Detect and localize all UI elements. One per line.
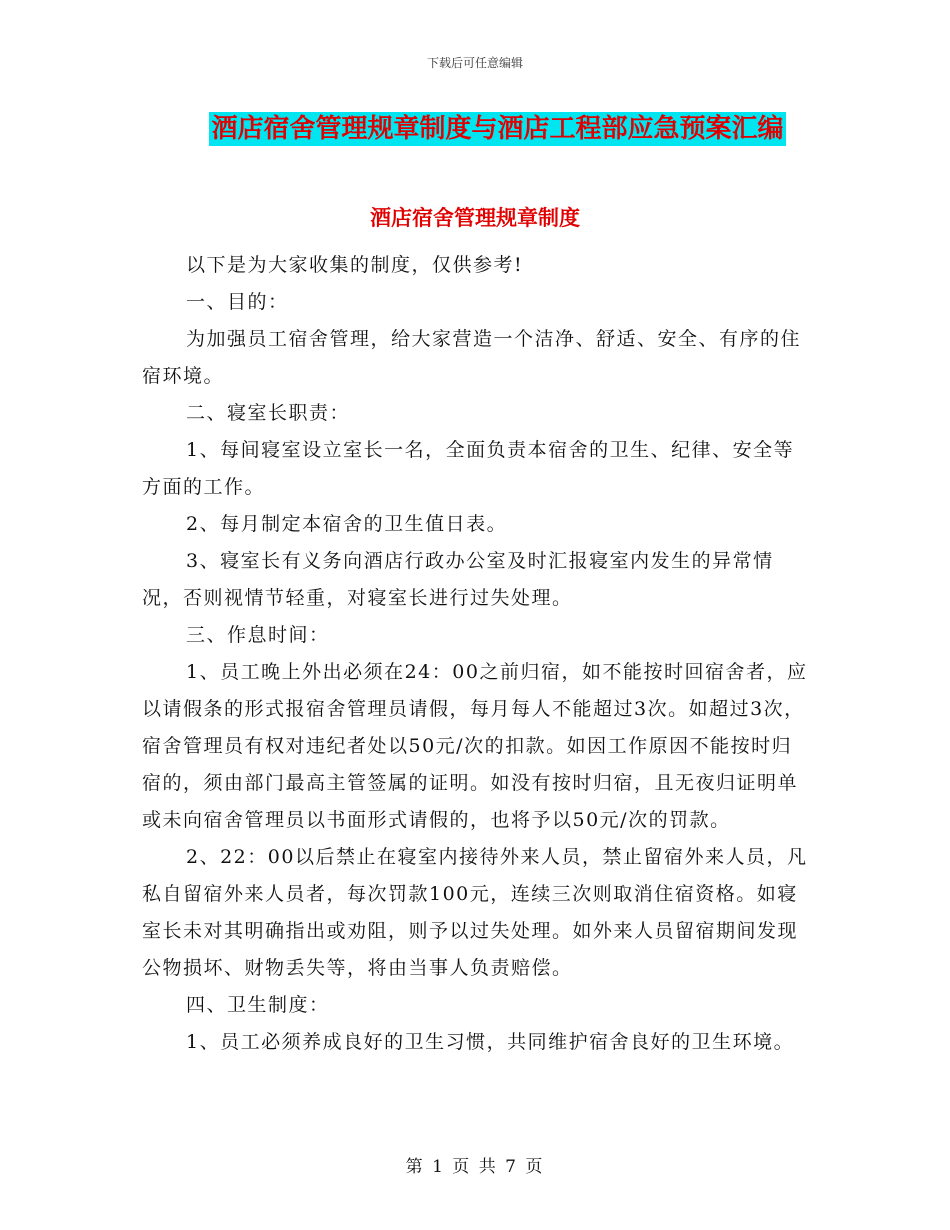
main-title: 酒店宿舍管理规章制度与酒店工程部应急预案汇编 xyxy=(211,114,784,144)
heading-purpose: 一、目的： xyxy=(186,291,289,313)
document-body xyxy=(142,247,812,1061)
paragraph-schedule-1: 1、员工晚上外出必须在24：00之前归宿，如不能按时回宿舍者，应以请假条的形式报宿舍管理员请假，每月每人不能超过3次。如超过3次，宿舍管理员有权对违纪者处以50元/次的扣款。如因工作原因不能按时归宿的，须由部门最高主管签属的证明。如没有按时归宿，且无夜归证明单或未向宿舍管理员以书面形式请假的，也将予以50元/次的罚款。 xyxy=(142,661,808,831)
section-title: 酒店宿舍管理规章制度 xyxy=(370,205,580,230)
paragraph-hygiene-1: 1、员工必须养成良好的卫生习惯，共同维护宿舍良好的卫生环境。 xyxy=(186,1031,795,1053)
paragraph-schedule-2: 2、22：00以后禁止在寝室内接待外来人员，禁止留宿外来人员，凡私自留宿外来人员者，每次罚款100元，连续三次则取消住宿资格。如寝室长未对其明确指出或劝阻，则予以过失处理。如外来人员留宿期间发现公物损坏、财物丢失等，将由当事人负责赔偿。 xyxy=(142,846,808,979)
heading-schedule: 三、作息时间： xyxy=(186,624,330,646)
paragraph-intro: 以下是为大家收集的制度，仅供参考! xyxy=(186,254,524,276)
paragraph-duty-1: 1、每间寝室设立室长一名，全面负责本宿舍的卫生、纪律、安全等方面的工作。 xyxy=(142,439,795,498)
heading-dorm-leader-duties: 二、寝室长职责： xyxy=(186,402,351,424)
paragraph-duty-2: 2、每月制定本宿舍的卫生值日表。 xyxy=(186,513,508,535)
paragraph-duty-3: 3、寝室长有义务向酒店行政办公室及时汇报寝室内发生的异常情况，否则视情节轻重，对寝室长进行过失处理。 xyxy=(142,550,774,609)
paragraph-purpose: 为加强员工宿舍管理，给大家营造一个洁净、舒适、安全、有序的住宿环境。 xyxy=(142,328,802,387)
main-title-container xyxy=(0,112,950,146)
page-number-footer: 第 1 页 共 7 页 xyxy=(405,1157,545,1177)
heading-hygiene: 四、卫生制度： xyxy=(186,994,330,1016)
page-header-note: 下载后可任意编辑 xyxy=(426,56,523,70)
